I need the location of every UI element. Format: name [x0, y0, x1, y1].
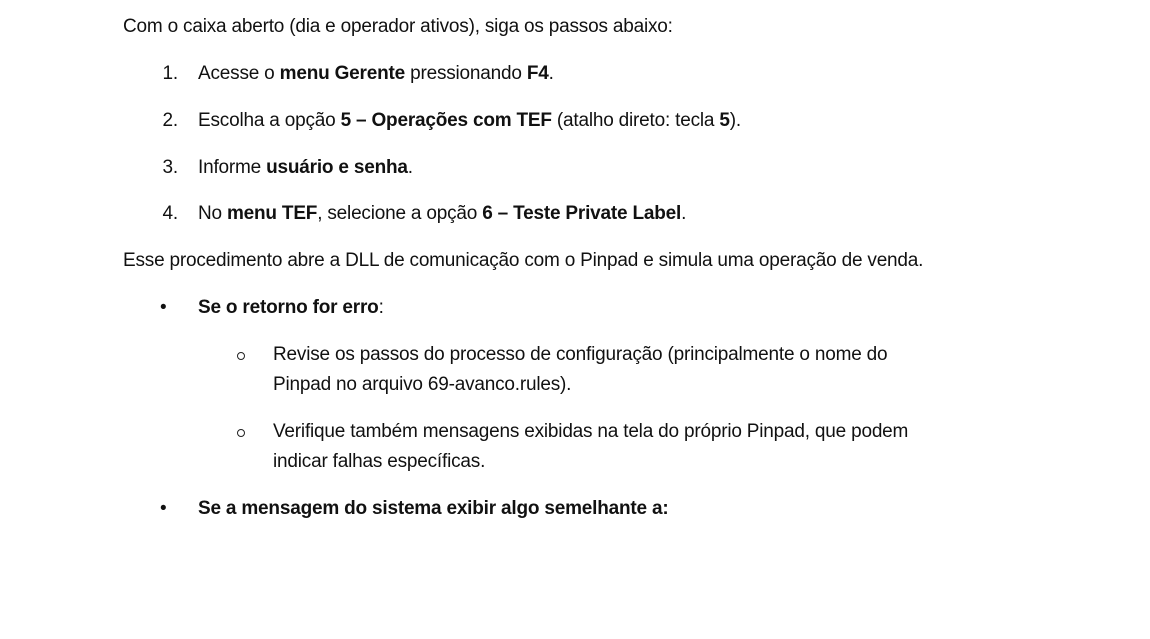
step-text: Informe usuário e senha.	[198, 157, 413, 178]
sub-item-line: Pinpad no arquivo 69-avanco.rules).	[273, 374, 572, 395]
step-number: 2.	[162, 110, 178, 131]
bullet-icon: •	[160, 297, 167, 318]
sub-item-line: indicar falhas específicas.	[273, 451, 486, 472]
step-text: Escolha a opção 5 – Operações com TEF (atalho direto: tecla 5).	[198, 110, 741, 131]
circle-bullet-icon	[237, 429, 245, 437]
bullet-icon: •	[160, 498, 167, 519]
step-number: 4.	[162, 203, 178, 224]
sub-item-line: Revise os passos do processo de configuração (principalmente o nome do	[273, 344, 888, 365]
circle-bullet-icon	[237, 352, 245, 360]
intro-paragraph: Com o caixa aberto (dia e operador ativos), siga os passos abaixo:	[123, 16, 673, 37]
step-text: No menu TEF, selecione a opção 6 – Teste Private Label.	[198, 203, 687, 224]
bullet-text: Se o retorno for erro:	[198, 297, 384, 318]
step-text: Acesse o menu Gerente pressionando F4.	[198, 63, 554, 84]
step-number: 3.	[162, 157, 178, 178]
step-number: 1.	[162, 63, 178, 84]
sub-item-line: Verifique também mensagens exibidas na tela do próprio Pinpad, que podem	[273, 421, 909, 442]
summary-paragraph: Esse procedimento abre a DLL de comunicação com o Pinpad e simula uma operação de venda.	[123, 250, 924, 271]
bullet-text: Se a mensagem do sistema exibir algo semelhante a:	[198, 498, 669, 519]
